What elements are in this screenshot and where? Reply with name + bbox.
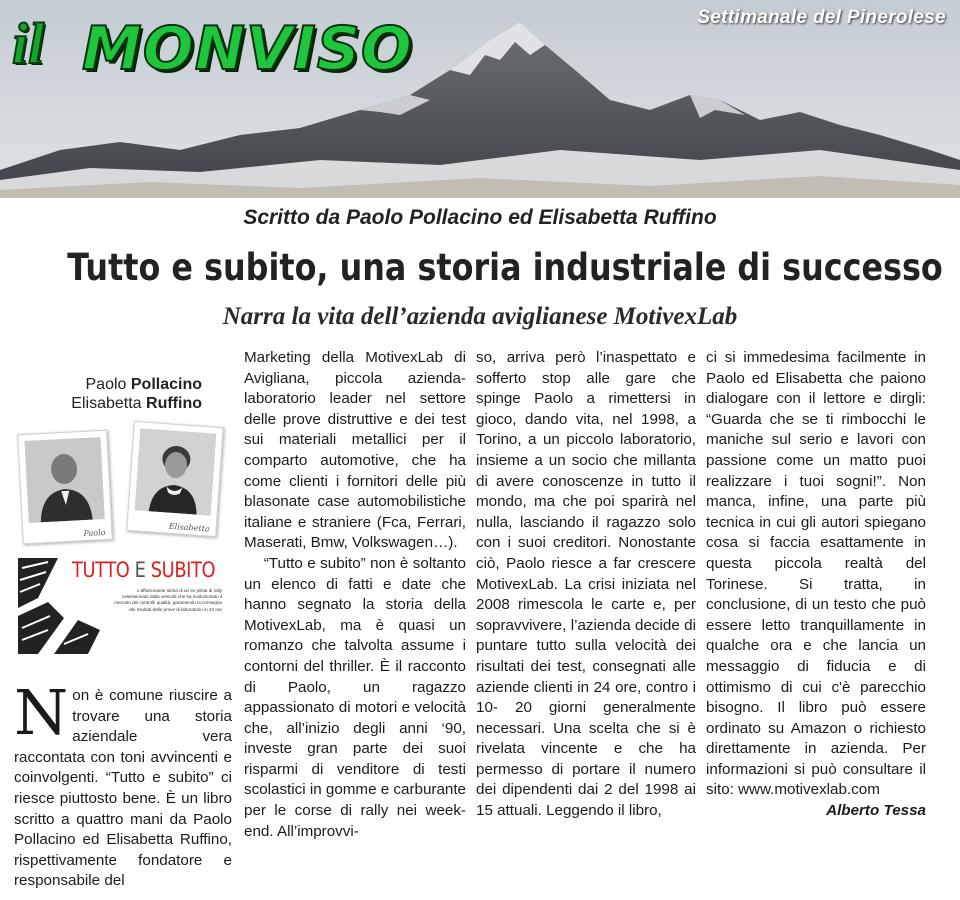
masthead xyxy=(0,0,960,198)
column-1-text: on è comune riuscire a trovare una storia aziendale vera raccontata con toni avvincenti e coinvolgenti. “Tutto e subito” ci riesce piuttosto bene. È un libro scritto a quattro mani da Paolo Pollacino ed Elisabetta Ruffino, rispettivamente fondatore e responsabile del xyxy=(14,687,232,890)
photo-portrait-elisabetta xyxy=(135,428,217,515)
author-photo-paolo xyxy=(17,430,113,545)
column-3-text: so, arriva però l’inaspettato e sofferto stop alle gare che spinge Paolo a rimettersi in gioco, dando vita, nel 1998, a Torino, a un piccolo laboratorio, insieme a un socio che millanta di avere conoscenze in tutto il mondo, ma che poi sparirà nel nulla, lasciando il ragazzo solo con i suoi creditori. Nonostante ciò, Paolo riesce a far crescere MotivexLab. La crisi iniziata nel 2008 rimescola le carte e, per sopravvivere, l’azienda decide di puntare tutto sulla velocità dei risultati dei test, consegnati alle aziende clienti in 24 ore, contro i 10- 20 giorni generalmente necessari. Una scelta che si è rivelata vincente e che ha permesso di portare il numero dei dipendenti dai 2 del 1998 ai 15 attuali. Leggendo il libro, xyxy=(476,349,696,820)
column-4-text: ci si immedesima facilmente in Paolo ed Elisabetta che paiono dialogare con il lettore e dirgli: “Guarda che se ti rimbocchi le maniche sul serio e lavori con passione come un matto puoi realizzare i tuoi sogni!”. Non manca, infine, una parte più tecnica in cui gli autori spiegano cosa si faccia esattamente in questa piccola realtà del Torinese. Si tratta, in conclusione, di un testo che può essere letto tranquillamente in qualche ora e che lancia un messaggio di fiducia e di ottimismo di cui c'è parecchio bisogno. Il libro può essere ordinato su Amazon o richiesto direttamente in azienda. Per informazioni si può consultare il sito: www.motivexlab.com xyxy=(706,349,926,799)
authors-line: Scritto da Paolo Pollacino ed Elisabetta Ruffino xyxy=(243,206,717,229)
cover-author-1: Paolo Pollacino xyxy=(85,376,202,393)
masthead-tagline: Settimanale del Pinerolese xyxy=(697,7,946,28)
author-photo-elisabetta xyxy=(126,421,223,537)
book-cover xyxy=(18,372,230,654)
column-2-text-b: “Tutto e subito” non è soltanto un elenco di fatti e date che hanno segnato la storia della MotivexLab, ma è quasi un romanzo che talvolta assume i contorni del thriller. È il racconto di Paolo, un ragazzo appassionato di motori e velocità che, all’inizio degli anni ‘90, investe gran parte dei suoi risparmi di venditore di testi scolastici in gomme e carburante per le corse di rally nei week- end. All’improvvi- xyxy=(244,554,467,840)
column-2-text-a: Marketing della MotivexLab di Avigliana, piccola azienda-laboratorio leader nel settore delle prove distruttive e dei test sui materiali metallici per il comparto automotive, che ha come clienti i fornitori delle più blasonate case automobilistiche italiane e straniere (Fca, Ferrari, Maserati, Bmw, Volkswagen…). xyxy=(244,349,466,552)
logo-prefix: il xyxy=(12,11,45,76)
photo-portrait-paolo xyxy=(25,437,105,523)
photo-signature-elisabetta: Elisabetta xyxy=(168,521,210,534)
cover-author-2: Elisabetta Ruffino xyxy=(71,395,202,412)
article-column-1 xyxy=(14,676,232,892)
drop-cap: N xyxy=(14,676,69,749)
photo-signature-paolo: Paolo xyxy=(83,527,106,539)
article-column-2 xyxy=(244,348,466,842)
article-column-3 xyxy=(476,348,696,822)
article-signature: Alberto Tessa xyxy=(826,802,926,820)
cover-blurb: L'affascinante storia di un ex pilota di rally ossessionato dalla velocità che ha rivoluzionato il mercato dei controlli qualità, garantendo la consegna dei risultati delle prove di laboratorio in 24 ore xyxy=(114,588,222,612)
logo-name: MONVISO xyxy=(82,14,413,84)
cover-title: TUTTO E SUBITO xyxy=(72,558,216,582)
subheadline: Narra la vita dell’azienda aviglianese MotivexLab xyxy=(222,303,738,330)
headline: Tutto e subito, una storia industriale di successo xyxy=(67,246,943,289)
article-column-4 xyxy=(706,348,926,822)
